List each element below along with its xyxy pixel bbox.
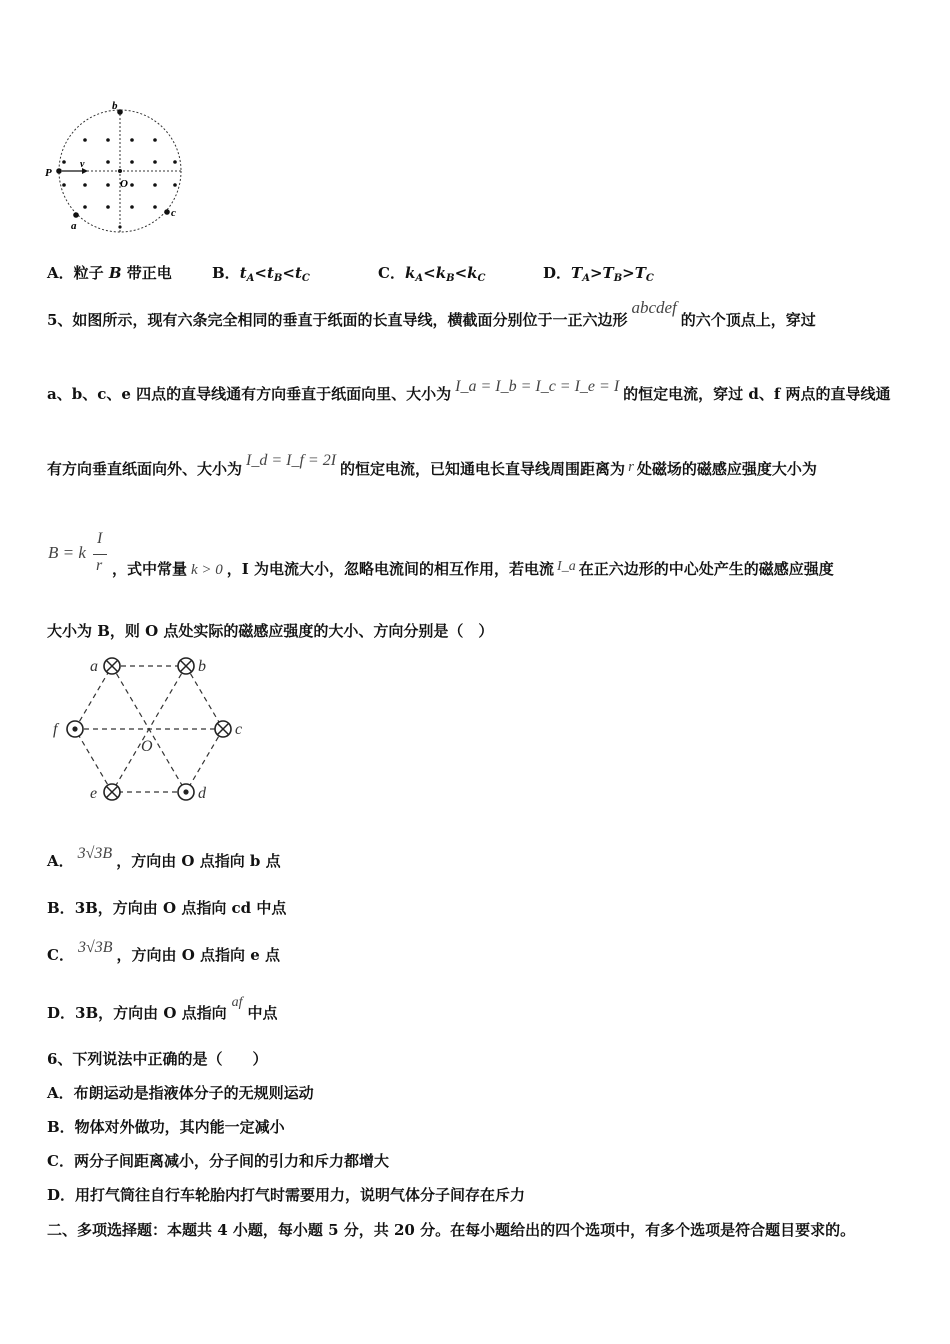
q4-option-a: A．粒子 B 带正电 <box>47 264 172 282</box>
label-b: b <box>112 100 118 112</box>
hex-label-c: c <box>235 721 243 738</box>
q4-option-b: B．$t_A<t_B<t_C$ <box>212 264 310 284</box>
q5-option-b: B．3B，方向由 O 点指向 cd 中点 <box>47 899 287 917</box>
q5-option-a: A． 3√3B ，方向由 O 点指向 b 点 <box>47 845 281 870</box>
q6-option-b: B．物体对外做功，其内能一定减小 <box>47 1118 285 1136</box>
label-c: c <box>171 207 176 219</box>
q5-option-c: C． 3√3B ，方向由 O 点指向 e 点 <box>47 939 281 964</box>
hexagon-wires-figure <box>48 650 253 810</box>
hex-label-b: b <box>198 658 206 675</box>
label-a: a <box>71 220 77 232</box>
section-2-heading: 二、多项选择题：本题共 4 小题，每小题 5 分，共 20 分。在每小题给出的四个选项中，有多个选项是符合题目要求的。 <box>47 1221 856 1239</box>
q5-line4: ，式中常量 k > 0 ，I 为电流大小，忽略电流间的相互作用，若电流 I_a 在正六边形的中心处产生的磁感应强度 <box>112 559 834 578</box>
hex-label-f: f <box>53 721 58 738</box>
q5-line1: 5、如图所示，现有六条完全相同的垂直于纸面的长直导线，横截面分别位于一正六边形abcdef的六个顶点上，穿过 <box>47 298 816 329</box>
q5-line3: 有方向垂直纸面向外、大小为 I_d = I_f = 2I 的恒定电流，已知通电长直导线周围距离为 r 处磁场的磁感应强度大小为 <box>47 452 817 478</box>
q5-line5: 大小为 B，则 O 点处实际的磁感应强度的大小、方向分别是（ ） <box>47 622 494 640</box>
q5-option-d: D．3B，方向由 O 点指向af中点 <box>47 995 278 1022</box>
hex-label-e: e <box>90 785 98 802</box>
label-O: O <box>120 178 128 190</box>
q6-option-d: D．用打气筒往自行车轮胎内打气时需要用力，说明气体分子间存在斥力 <box>47 1186 526 1204</box>
hex-label-d: d <box>198 785 206 802</box>
label-P: P <box>45 167 52 179</box>
magnetic-field-circle-figure <box>40 95 200 240</box>
label-v: v <box>80 159 85 170</box>
q6-option-a: A．布朗运动是指液体分子的无规则运动 <box>47 1084 314 1102</box>
q4-option-d: D．$T_A>T_B>T_C$ <box>543 264 654 284</box>
q6-option-c: C．两分子间距离减小，分子间的引力和斥力都增大 <box>47 1152 389 1170</box>
hex-label-O: O <box>141 738 153 755</box>
hex-label-a: a <box>90 658 98 675</box>
q4-option-c: C．$k_A<k_B<k_C$ <box>378 264 486 284</box>
q5-line2: a、b、c、e 四点的直导线通有方向垂直于纸面向里、大小为 I_a = I_b = I_c = I_e = I 的恒定电流，穿过 d、f 两点的直导线通 <box>47 378 891 403</box>
q6-stem: 6、下列说法中正确的是（ ） <box>47 1050 268 1068</box>
formula-b-kir: B = k I r <box>48 530 110 580</box>
